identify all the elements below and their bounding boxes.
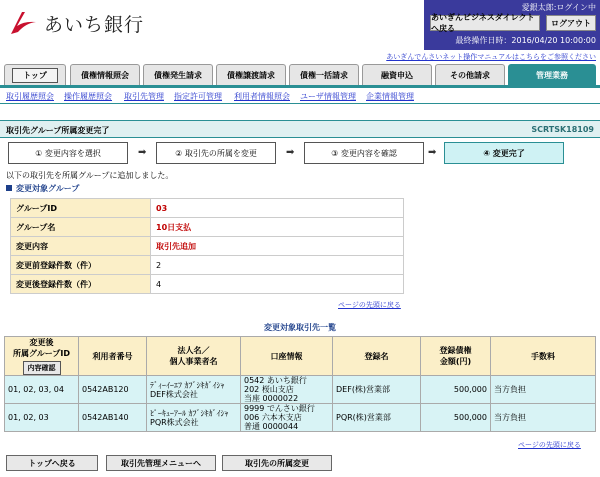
row-account-branch: 202 桜山支店 — [244, 385, 294, 394]
main-tabs — [0, 62, 600, 88]
row-name-text: DEF株式会社 — [150, 389, 198, 399]
subnav-user-management[interactable]: ユーザ情報管理 — [300, 92, 356, 101]
table-header-row — [5, 337, 596, 376]
tab-loan-application[interactable]: 融資申込 — [362, 64, 432, 85]
return-direct-button[interactable]: あいぎんビジネスダイレクトへ戻る — [430, 15, 540, 31]
col-name-line2: 個人事業者名 — [169, 357, 218, 366]
subnav-permission-management[interactable]: 指定許可管理 — [174, 92, 222, 101]
table-row — [11, 237, 404, 256]
tab-claim-issue[interactable]: 債権発生請求 — [143, 64, 213, 85]
page-top-link[interactable]: ページの先頭に戻る — [338, 301, 401, 309]
col-amount-line2: 金額(円) — [439, 357, 472, 366]
group-id-value: 03 — [151, 199, 404, 218]
change-content-label: 変更内容 — [11, 237, 151, 256]
col-amount-header — [421, 337, 491, 376]
screen-id: SCRTSK18109 — [531, 125, 594, 134]
row-account — [241, 376, 333, 404]
step-select: ① 変更内容を選択 — [8, 142, 128, 164]
before-count-value: 2 — [151, 256, 404, 275]
tab-claim-transfer[interactable]: 債権譲渡請求 — [216, 64, 286, 85]
col-name-header — [147, 337, 241, 376]
header — [0, 0, 600, 50]
user-panel — [424, 0, 600, 50]
arrow-right-icon: ➡ — [138, 147, 147, 158]
subnav-company-management[interactable]: 企業情報管理 — [366, 92, 414, 101]
group-id-label: グループID — [11, 199, 151, 218]
page-title: 取引先グループ所属変更完了 — [6, 126, 110, 135]
col-user-no: 利用者番号 — [79, 337, 147, 376]
col-account: 口座情報 — [241, 337, 333, 376]
arrow-right-icon: ➡ — [286, 147, 295, 158]
row-reg-name: PQR(株)営業部 — [333, 404, 421, 432]
tab-other-requests[interactable]: その他請求 — [435, 64, 505, 85]
subnav-partner-management[interactable]: 取引先管理 — [124, 92, 164, 101]
col-group-line1: 変更後 — [29, 338, 54, 347]
table-row — [11, 256, 404, 275]
step-confirm: ③ 変更内容を確認 — [304, 142, 424, 164]
login-status: 愛銀太郎:ログイン中 — [521, 3, 596, 12]
row-name — [147, 404, 241, 432]
list-title: 変更対象取引先一覧 — [264, 323, 336, 332]
table-row — [11, 275, 404, 294]
bank-logo[interactable] — [8, 8, 144, 38]
section-heading — [6, 183, 79, 194]
table-row — [11, 218, 404, 237]
tab-management[interactable]: 管理業務 — [508, 64, 596, 85]
row-amount: 500,000 — [421, 376, 491, 404]
before-count-label: 変更前登録件数（件） — [11, 256, 151, 275]
row-account-branch: 006 六本木支店 — [244, 413, 302, 422]
square-bullet-icon — [6, 185, 12, 191]
arrow-right-icon: ➡ — [428, 147, 437, 158]
back-to-top-button[interactable]: トップへ戻る — [6, 455, 98, 471]
last-operation-time: 最終操作日時：2016/04/20 10:00:00 — [455, 36, 596, 45]
row-name-kana: ﾃﾞｨｰｲｰｴﾌ ｶﾌﾞｼｷｶﾞｲｼｬ — [150, 380, 225, 390]
row-account-bank: 9999 でんさい銀行 — [244, 404, 315, 413]
tab-claim-inquiry[interactable]: 債権情報照会 — [70, 64, 140, 85]
table-row — [11, 199, 404, 218]
row-name-text: PQR株式会社 — [150, 417, 199, 427]
row-fee: 当方負担 — [491, 376, 596, 404]
col-reg-name: 登録名 — [333, 337, 421, 376]
after-count-label: 変更後登録件数（件） — [11, 275, 151, 294]
tab-claim-bulk[interactable]: 債権一括請求 — [289, 64, 359, 85]
row-group: 01, 02, 03, 04 — [5, 376, 79, 404]
row-user-no: 0542AB140 — [79, 404, 147, 432]
row-account-bank: 0542 あいち銀行 — [244, 376, 307, 385]
table-row — [5, 376, 596, 404]
manual-link[interactable]: あいぎんでんさいネット操作マニュアルはこちらをご参照ください — [386, 53, 596, 61]
result-message: 以下の取引先を所属グループに追加しました。 — [6, 171, 174, 180]
bank-logo-icon — [8, 10, 38, 36]
change-content-value: 取引先追加 — [151, 237, 404, 256]
tab-top[interactable] — [4, 64, 66, 85]
col-group-header — [5, 337, 79, 376]
subnav-user-info[interactable]: 利用者情報照会 — [234, 92, 290, 101]
group-name-value: 10日支払 — [151, 218, 404, 237]
row-reg-name: DEF(株)営業部 — [333, 376, 421, 404]
table-row — [5, 404, 596, 432]
row-name-kana: ﾋﾟｰｷｭｰｱｰﾙ ｶﾌﾞｼｷｶﾞｲｼｬ — [150, 408, 229, 418]
row-fee: 当方負担 — [491, 404, 596, 432]
row-user-no: 0542AB120 — [79, 376, 147, 404]
sub-navigation — [0, 88, 600, 104]
group-name-label: グループ名 — [11, 218, 151, 237]
subnav-operation-history[interactable]: 操作履歴照会 — [64, 92, 112, 101]
page-top-link[interactable]: ページの先頭に戻る — [518, 441, 581, 449]
col-amount-line1: 登録債権 — [439, 346, 472, 355]
col-name-line1: 法人名／ — [177, 346, 210, 355]
row-account-number: 当座 0000022 — [244, 394, 299, 403]
subnav-transaction-history[interactable]: 取引履歴照会 — [6, 92, 54, 101]
col-group-line2: 所属グループID — [13, 349, 70, 358]
row-name — [147, 376, 241, 404]
row-amount: 500,000 — [421, 404, 491, 432]
tab-label: トップ — [12, 68, 58, 83]
bank-name: あいち銀行 — [44, 13, 145, 36]
partner-menu-button[interactable]: 取引先管理メニューへ — [106, 455, 216, 471]
progress-steps — [8, 142, 592, 164]
logout-button[interactable]: ログアウト — [546, 15, 596, 31]
step-complete: ④ 変更完了 — [444, 142, 564, 164]
detail-confirm-button[interactable]: 内容確認 — [23, 361, 61, 375]
section-heading-text: 変更対象グループ — [16, 184, 80, 193]
step-change: ② 取引先の所属を変更 — [156, 142, 276, 164]
after-count-value: 4 — [151, 275, 404, 294]
page-title-bar — [0, 120, 600, 138]
row-account-number: 普通 0000044 — [244, 422, 299, 431]
partner-list-table — [4, 336, 596, 432]
row-account — [241, 404, 333, 432]
partner-group-change-button[interactable]: 取引先の所属変更 — [222, 455, 332, 471]
target-group-table — [10, 198, 404, 294]
col-fee: 手数料 — [491, 337, 596, 376]
row-group: 01, 02, 03 — [5, 404, 79, 432]
